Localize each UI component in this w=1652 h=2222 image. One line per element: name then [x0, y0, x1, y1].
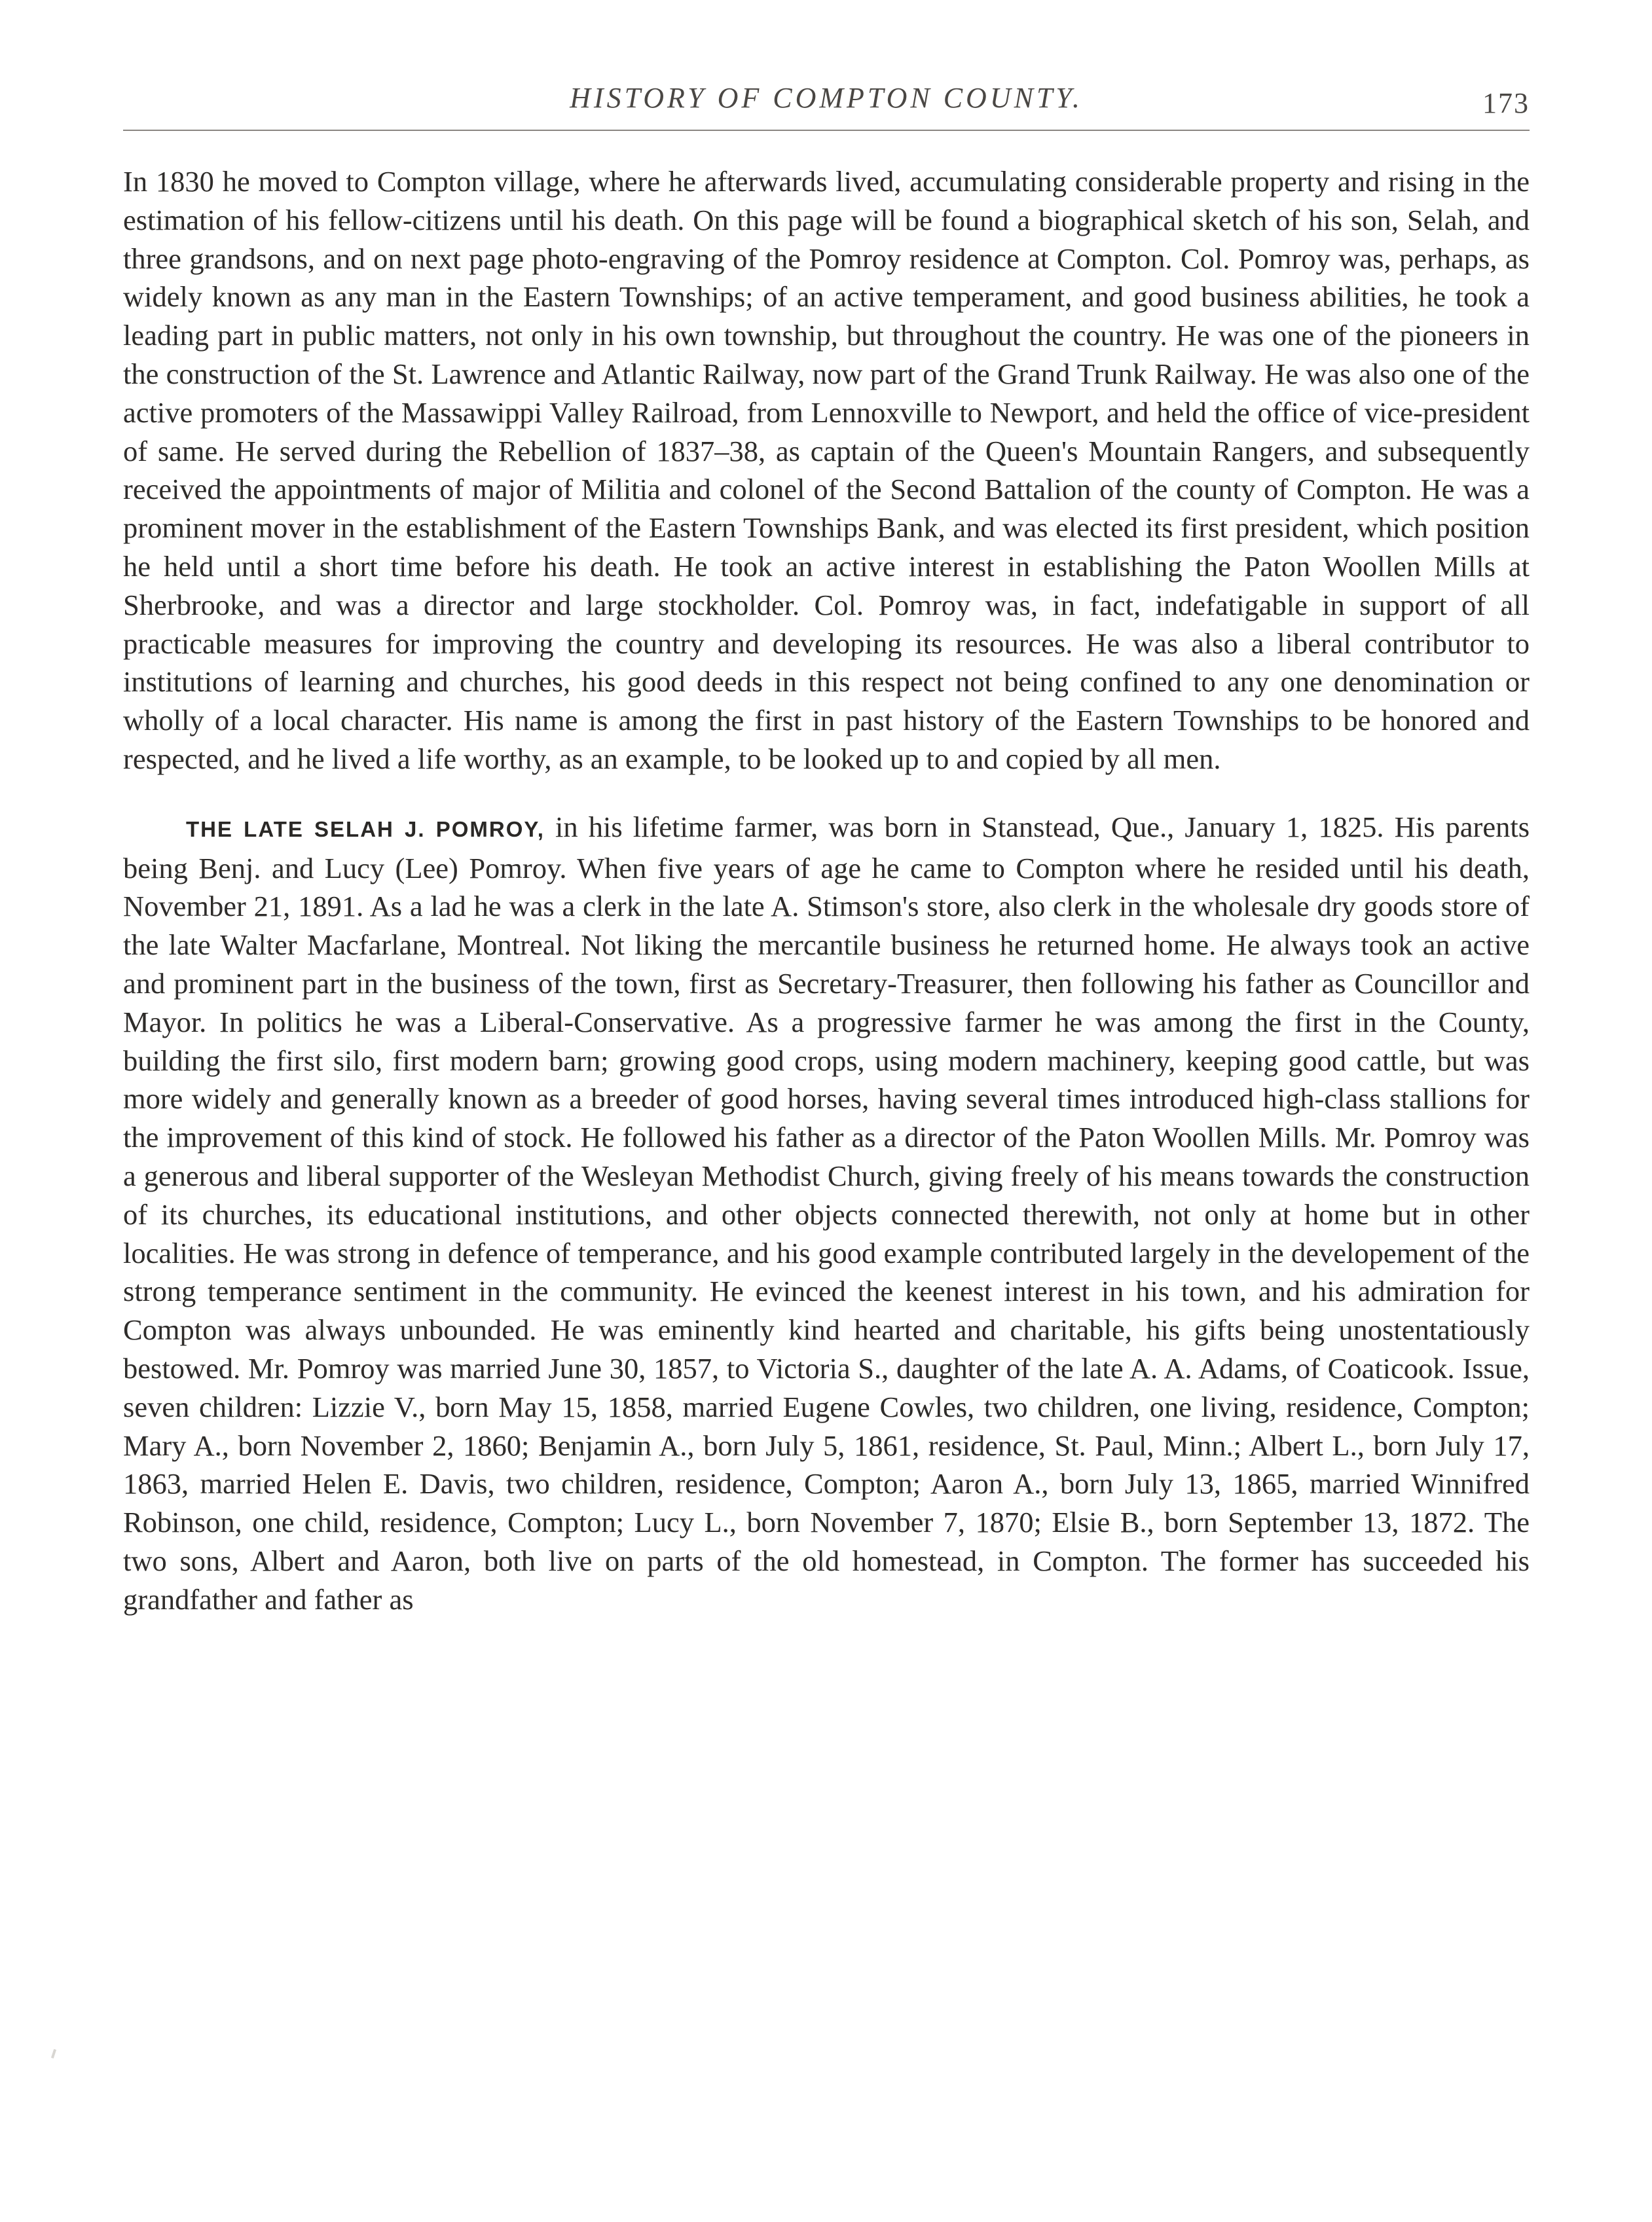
- paragraph-col-pomroy: [123, 162, 1530, 778]
- header-rule: [123, 130, 1530, 131]
- body-text: [123, 162, 1530, 1618]
- entry-name: THE LATE SELAH J. POMROY,: [186, 816, 545, 841]
- paragraph-selah-pomroy: [123, 808, 1530, 1619]
- page-speck: [51, 2049, 56, 2059]
- paragraph-text: in his lifetime farmer, was born in Stanstead, Que., January 1, 1825. His parents being Benj. and Lucy (Lee) Pomroy. When five years of age he came to Compton where he resided until his death, November 21, 1891. As a lad he was a clerk in the late A. Stimson's store, also clerk in the wholesale dry goods store of the late Walter Macfarlane, Montreal. Not liking the mercantile business he returned home. He always took an active and prominent part in the business of the town, first as Secretary-Treasurer, then following his father as Councillor and Mayor. In politics he was a Liberal-Conservative. As a progressive farmer he was among the first in the County, building the first silo, first modern barn; growing good crops, using modern machinery, keeping good cattle, but was more widely and generally known as a breeder of good horses, having several times introduced high-class stallions for the improvement of this kind of stock. He followed his father as a director of the Paton Woollen Mills. Mr. Pomroy was a generous and liberal supporter of the Wesleyan Methodist Church, giving freely of his means towards the construction of its churches, its educational institutions, and other objects connected therewith, not only at home but in other localities. He was strong in defence of temperance, and his good example contributed largely in the developement of the strong temperance sentiment in the community. He evinced the keenest interest in his town, and his admiration for Compton was always unbounded. He was eminently kind hearted and charitable, his gifts being unostentatiously bestowed. Mr. Pomroy was married June 30, 1857, to Victoria S., daughter of the late A. A. Adams, of Coaticook. Issue, seven children: Lizzie V., born May 15, 1858, married Eugene Cowles, two children, one living, residence, Compton; Mary A., born November 2, 1860; Benjamin A., born July 5, 1861, residence, St. Paul, Minn.; Albert L., born July 17, 1863, married Helen E. Davis, two children, residence, Compton; Aaron A., born July 13, 1865, married Winnifred Robinson, one child, residence, Compton; Lucy L., born November 7, 1870; Elsie B., born September 13, 1872. The two sons, Albert and Aaron, both live on parts of the old homestead, in Compton. The former has succeeded his grandfather and father as: [123, 810, 1530, 1616]
- paragraph-text: In 1830 he moved to Compton village, where he afterwards lived, accumulating considerable property and rising in the estimation of his fellow-citizens until his death. On this page will be found a biographical sketch of his son, Selah, and three grandsons, and on next page photo-engraving of the Pomroy residence at Compton. Col. Pomroy was, perhaps, as widely known as any man in the Eastern Townships; of an active temperament, and good business abilities, he took a leading part in public matters, not only in his own township, but throughout the country. He was one of the pioneers in the construction of the St. Lawrence and Atlantic Railway, now part of the Grand Trunk Railway. He was also one of the active promoters of the Massawippi Valley Railroad, from Lennoxville to Newport, and held the office of vice-president of same. He served during the Rebellion of 1837–38, as captain of the Queen's Mountain Rangers, and subsequently received the appointments of major of Militia and colonel of the Second Battalion of the county of Compton. He was a prominent mover in the establishment of the Eastern Townships Bank, and was elected its first president, which position he held until a short time before his death. He took an active interest in establishing the Paton Woollen Mills at Sherbrooke, and was a director and large stockholder. Col. Pomroy was, in fact, indefatigable in support of all practicable measures for improving the country and developing its resources. He was also a liberal contributor to institutions of learning and churches, his good deeds in this respect not being confined to any one denomination or wholly of a local character. His name is among the first in past history of the Eastern Townships to be honored and respected, and he lived a life worthy, as an example, to be looked up to and copied by all men.: [123, 165, 1530, 775]
- header-title: HISTORY OF COMPTON COUNTY.: [570, 82, 1083, 114]
- page-number: 173: [1482, 87, 1530, 119]
- running-header: [123, 77, 1530, 123]
